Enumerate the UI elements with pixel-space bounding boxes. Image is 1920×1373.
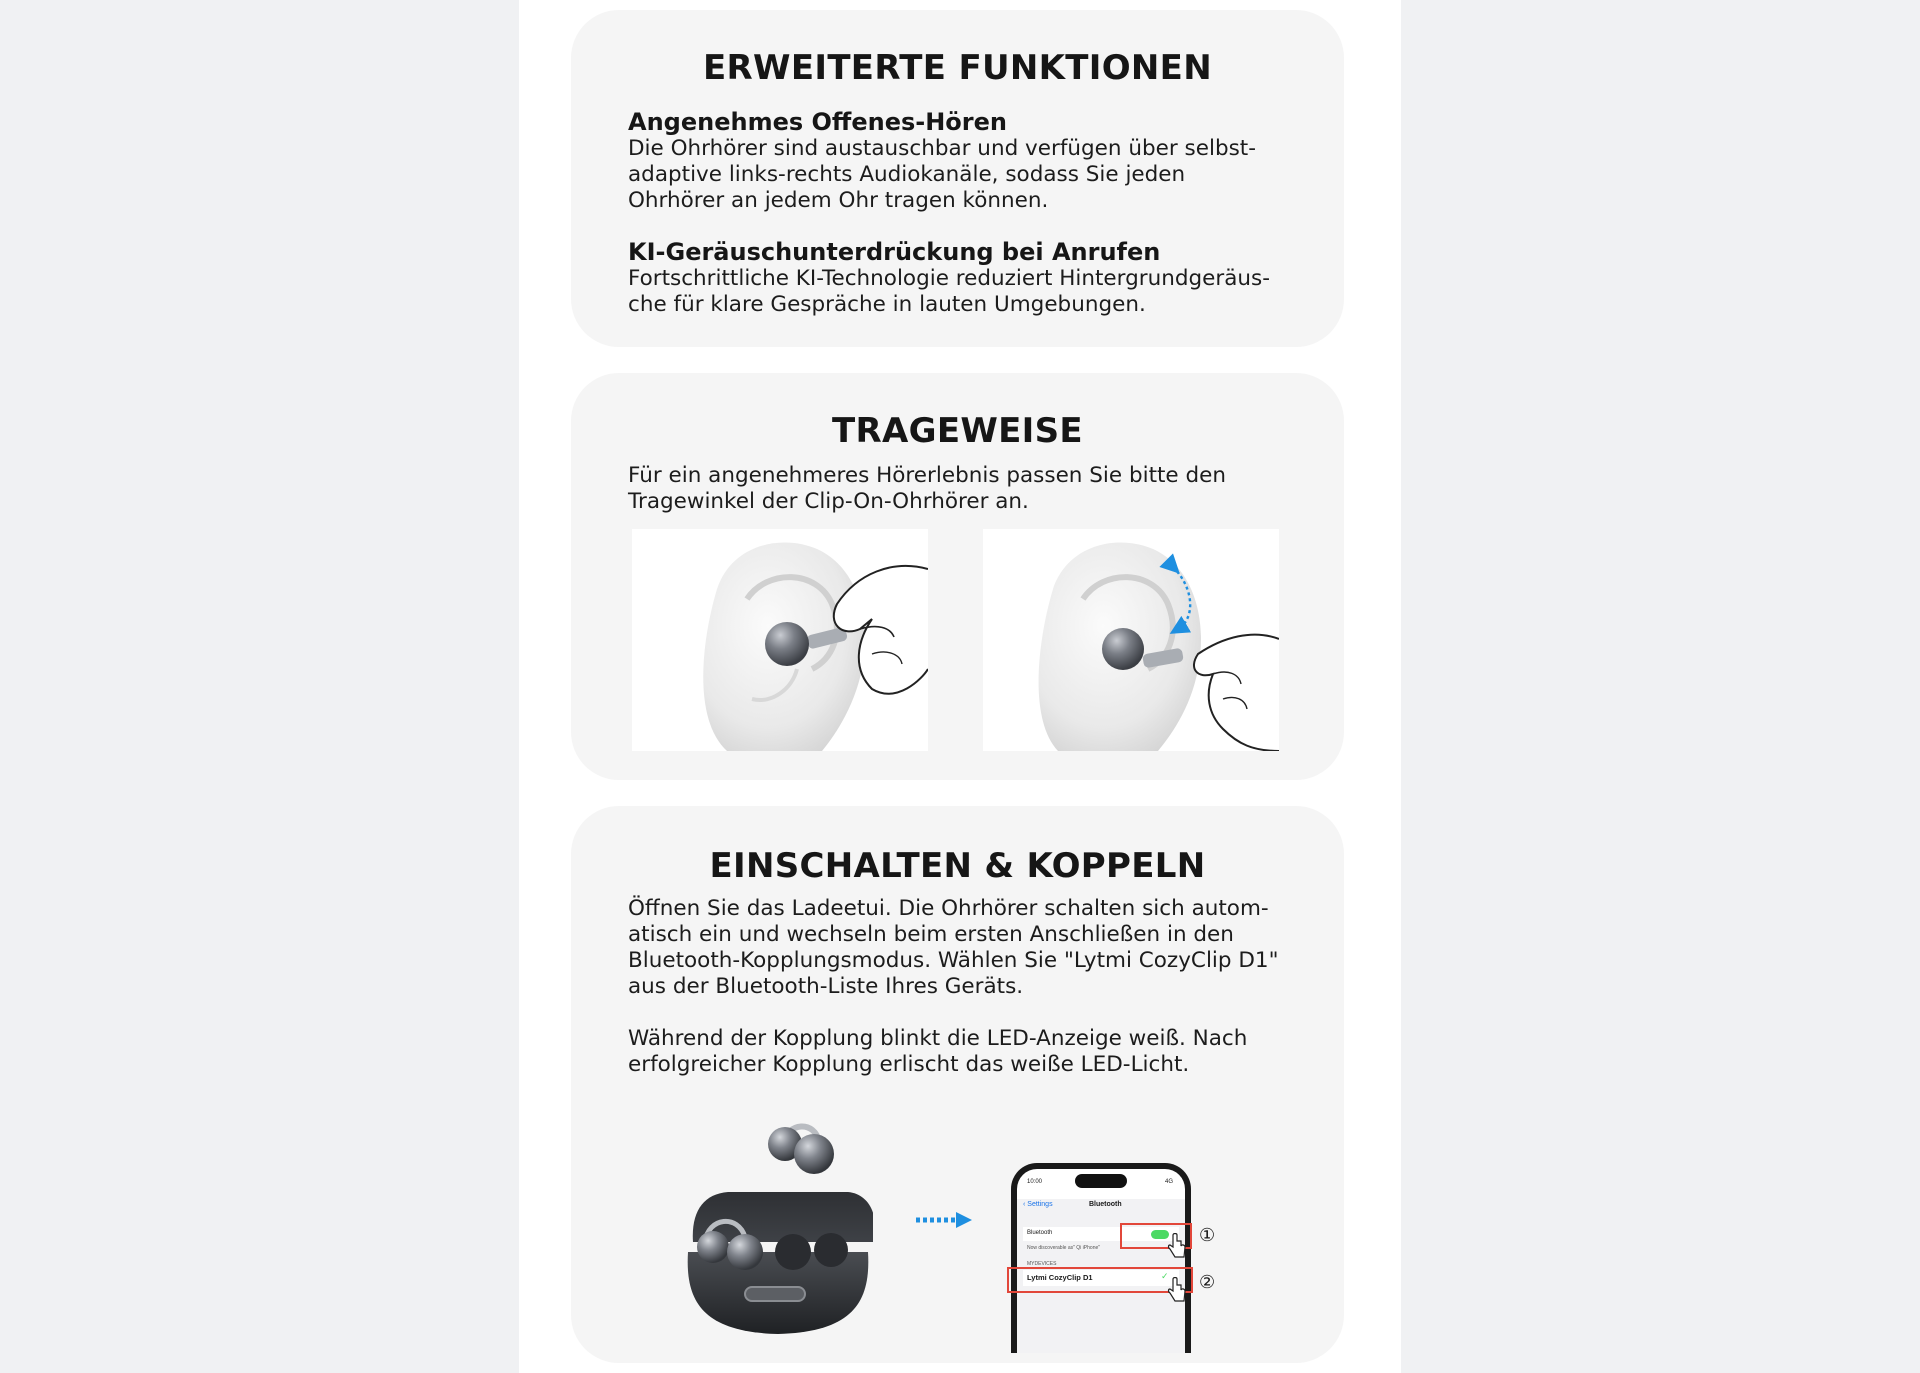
bluetooth-label: Bluetooth <box>1027 1230 1053 1236</box>
pairing-title: EINSCHALTEN & KOPPELN <box>709 846 1206 886</box>
content-column <box>519 0 1401 1373</box>
status-time: 10:00 <box>1027 1179 1043 1185</box>
my-devices-label: MYDEVICES <box>1027 1261 1057 1267</box>
pairing-card <box>571 806 1344 1363</box>
highlight-device-box <box>1007 1267 1193 1293</box>
device-name: Lytmi CozyClip D1 <box>1027 1273 1093 1282</box>
back-button[interactable]: ‹ Settings <box>1023 1201 1053 1208</box>
earbuds-case-image <box>683 1102 873 1342</box>
check-icon: ✓ <box>1161 1271 1169 1281</box>
wearing-title: TRAGEWEISE <box>832 411 1083 451</box>
screen-title: Bluetooth <box>1089 1201 1122 1208</box>
wearing-card <box>571 373 1344 780</box>
arrow-right-icon <box>914 1210 974 1230</box>
dynamic-island <box>1075 1174 1127 1188</box>
step-2-marker: ② <box>1199 1272 1216 1292</box>
discoverable-text: Now discoverable as" Qi iPhone" <box>1027 1245 1101 1251</box>
tap-hand-icon <box>1167 1277 1187 1303</box>
pairing-paragraph-2: Während der Kopplung blinkt die LED-Anzeige weiß. Nach erfolgreicher Kopplung erlischt das weiße LED-Licht. <box>628 1026 1248 1077</box>
ear-wearing-image-2 <box>983 529 1279 751</box>
ear-wearing-image-1 <box>632 529 928 751</box>
feature-heading: Angenehmes Offenes-Hören <box>628 108 1007 136</box>
pairing-paragraph-1: Öffnen Sie das Ladeetui. Die Ohrhörer schalten sich autom- atisch ein und wechseln beim ersten Anschließen in den Bluetooth-Kopplungsmodus. Wählen Sie "Lytmi CozyClip D1" aus der Bluetooth-Liste Ihres Geräts. <box>628 896 1279 999</box>
features-card <box>571 10 1344 347</box>
feature-text: Die Ohrhörer sind austauschbar und verfügen über selbst- adaptive links-rechts Audiokanäle, sodass Sie jeden Ohrhörer an jedem Ohr tragen können. <box>628 136 1256 213</box>
phone-mockup <box>1007 1163 1193 1353</box>
step-1-marker: ① <box>1199 1225 1216 1245</box>
status-signal: 4G <box>1164 1179 1173 1185</box>
feature-heading: KI-Geräuschunterdrückung bei Anrufen <box>628 238 1161 266</box>
features-title: ERWEITERTE FUNKTIONEN <box>703 48 1212 88</box>
feature-text: Fortschrittliche KI-Technologie reduziert Hintergrundgeräus- che für klare Gespräche in lauten Umgebungen. <box>628 266 1270 317</box>
feature-item-open-hearing <box>571 108 1344 214</box>
wearing-text: Für ein angenehmeres Hörerlebnis passen Sie bitte den Tragewinkel der Clip-On-Ohrhörer an. <box>628 463 1226 514</box>
feature-item-ai-noise-cancel <box>571 238 1344 318</box>
tap-hand-icon <box>1167 1233 1187 1259</box>
